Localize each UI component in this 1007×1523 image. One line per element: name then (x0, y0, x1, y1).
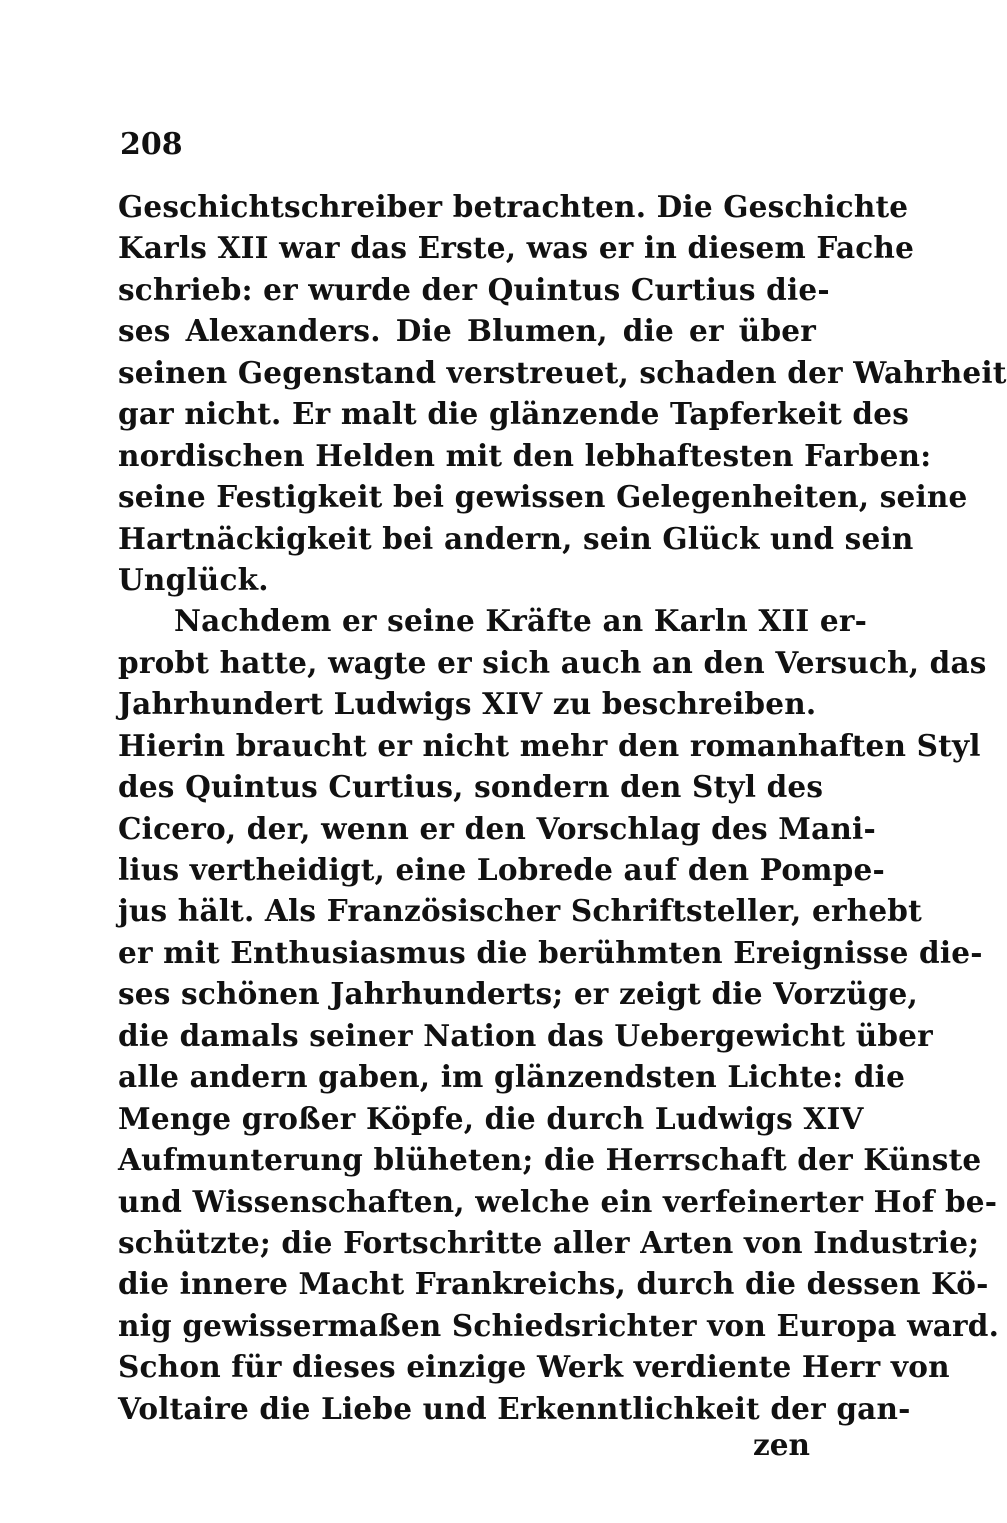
text-line: ses schönen Jahrhunderts; er zeigt die Vorzüge, (118, 976, 918, 1012)
paragraph-start-line: Nachdem er seine Kräfte an Karln XII er- (174, 603, 868, 639)
catchword: zen (753, 1427, 810, 1462)
text-line: er mit Enthusiasmus die berühmten Ereignisse die- (118, 934, 983, 970)
body-text (118, 186, 1007, 1429)
text-line: Geschichtschreiber betrachten. Die Geschichte (118, 189, 909, 224)
text-line: Voltaire die Liebe und Erkenntlichkeit der gan- (118, 1390, 911, 1426)
text-line: Karls XII war das Erste, was er in diesem Fache (118, 230, 915, 266)
text-line: Aufmunterung blüheten; die Herrschaft der Künste (118, 1142, 982, 1178)
text-line: Schon für dieses einzige Werk verdiente Herr von (118, 1349, 950, 1385)
page-number: 208 (120, 127, 183, 162)
text-line: nig gewissermaßen Schiedsrichter von Europa ward. (118, 1307, 1000, 1343)
text-line: schützte; die Fortschritte aller Arten von Industrie; (118, 1224, 980, 1260)
text-line: schrieb: er wurde der Quintus Curtius die- (118, 271, 830, 307)
text-line: Menge großer Köpfe, die durch Ludwigs XIV (118, 1100, 864, 1136)
text-line: Cicero, der, wenn er den Vorschlag des Mani- (118, 810, 876, 846)
paragraph-end-line: Unglück. (118, 561, 269, 597)
text-line: jus hält. Als Französischer Schriftsteller, erhebt (118, 893, 922, 929)
text-line: die innere Macht Frankreichs, durch die dessen Kö- (118, 1266, 989, 1302)
text-line: ses Alexanders. Die Blumen, die er über (118, 313, 816, 349)
text-line: und Wissenschaften, welche ein verfeinerter Hof be- (118, 1183, 998, 1219)
text-line: die damals seiner Nation das Uebergewicht über (118, 1017, 933, 1053)
text-line: seinen Gegenstand verstreuet, schaden der Wahrheit (118, 354, 1007, 390)
text-line: gar nicht. Er malt die glänzende Tapferkeit des (118, 396, 910, 432)
text-line: lius vertheidigt, eine Lobrede auf den Pompe- (118, 852, 885, 887)
text-line: Jahrhundert Ludwigs XIV zu beschreiben. (118, 686, 817, 722)
text-line: probt hatte, wagte er sich auch an den Versuch, das (118, 644, 987, 680)
text-line: Hartnäckigkeit bei andern, sein Glück und sein (118, 520, 914, 556)
text-line: des Quintus Curtius, sondern den Styl des (118, 769, 824, 805)
text-line: nordischen Helden mit den lebhaftesten Farben: (118, 437, 932, 473)
text-line: seine Festigkeit bei gewissen Gelegenheiten, seine (118, 479, 968, 515)
text-line: Hierin braucht er nicht mehr den romanhaften Styl (118, 727, 981, 763)
text-line: alle andern gaben, im glänzendsten Lichte: die (118, 1059, 906, 1095)
